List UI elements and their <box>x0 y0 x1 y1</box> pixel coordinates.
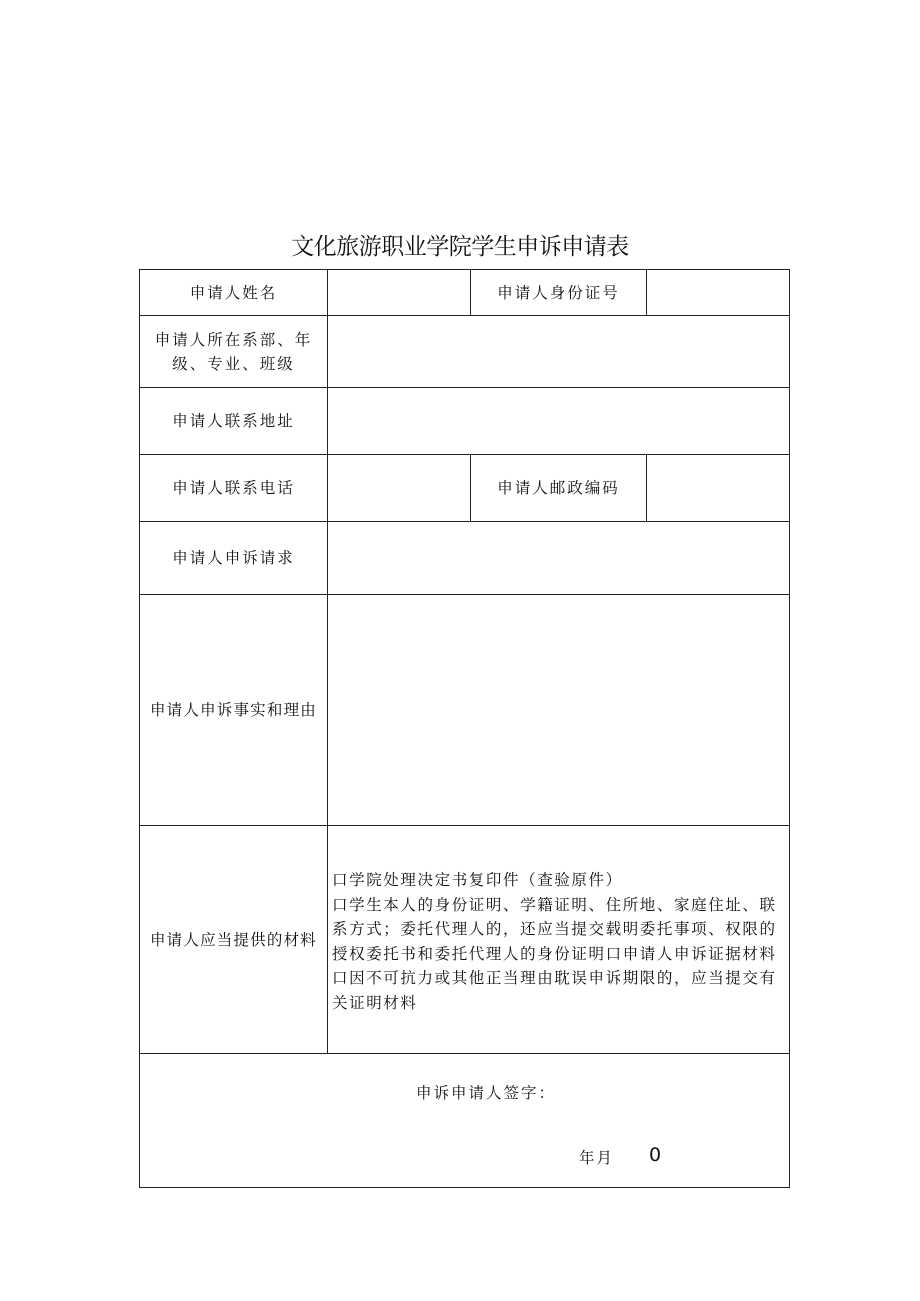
name-label: 申请人姓名 <box>140 270 328 316</box>
row-request <box>140 522 790 595</box>
materials-label: 申请人应当提供的材料 <box>140 826 328 1054</box>
id-number-label: 申请人身份证号 <box>471 270 647 316</box>
facts-label: 申请人申诉事实和理由 <box>140 595 328 826</box>
appeal-form-table <box>139 269 790 1188</box>
page-title: 文化旅游职业学院学生申诉申请表 <box>291 234 629 260</box>
row-phone <box>140 455 790 522</box>
material-item-2: 口学生本人的身份证明、学籍证明、住所地、家庭住址、联系方式；委托代理人的，还应当提交载明委托事项、权限的授权委托书和委托代理人的身份证明口申请人申诉证据材料 <box>332 895 777 963</box>
department-label: 申请人所在系部、年级、专业、班级 <box>140 316 328 388</box>
phone-field[interactable] <box>328 455 471 522</box>
row-name <box>140 270 790 316</box>
signature-label: 申诉申请人签字： <box>416 1084 557 1102</box>
postcode-label: 申请人邮政编码 <box>471 455 647 522</box>
date-value: 0 <box>649 1144 662 1166</box>
row-materials <box>140 826 790 1054</box>
facts-field[interactable] <box>328 595 790 826</box>
material-item-3: 口因不可抗力或其他正当理由耽误申诉期限的，应当提交有关证明材料 <box>332 969 777 1012</box>
date-label: 年月 <box>579 1149 615 1167</box>
material-item-1: 口学院处理决定书复印件（查验原件） <box>332 871 623 889</box>
name-field[interactable] <box>328 270 471 316</box>
phone-label: 申请人联系电话 <box>140 455 328 522</box>
address-field[interactable] <box>328 388 790 455</box>
signature-cell[interactable] <box>140 1054 790 1188</box>
request-field[interactable] <box>328 522 790 595</box>
address-label: 申请人联系地址 <box>140 388 328 455</box>
row-signature <box>140 1054 790 1188</box>
postcode-field[interactable] <box>647 455 790 522</box>
row-facts <box>140 595 790 826</box>
id-number-field[interactable] <box>647 270 790 316</box>
department-field[interactable] <box>328 316 790 388</box>
materials-list <box>328 826 790 1054</box>
row-department <box>140 316 790 388</box>
row-address <box>140 388 790 455</box>
request-label: 申请人申诉请求 <box>140 522 328 595</box>
